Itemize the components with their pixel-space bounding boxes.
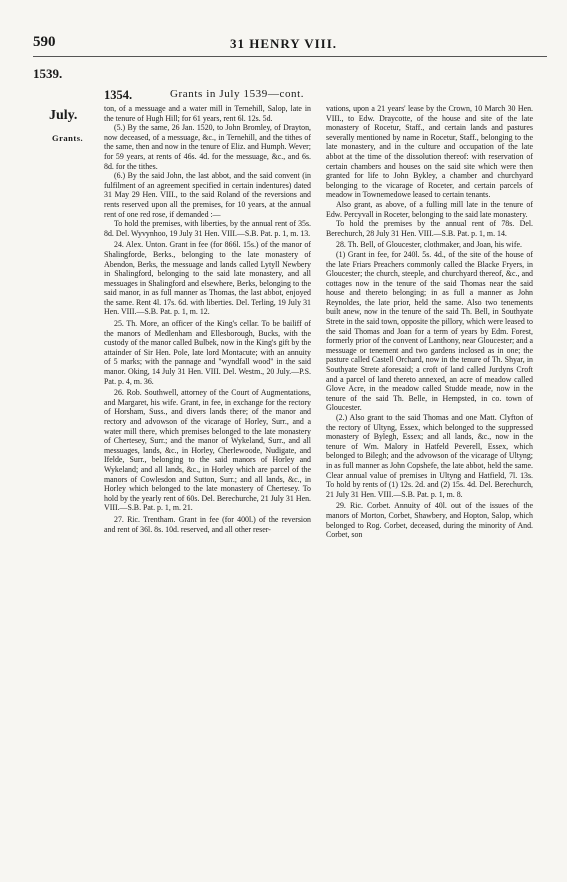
- paragraph: 27. Ric. Trentham. Grant in fee (for 400l.) of the reversion and rent of 36l. 8s. 10d. reserved, and all other reser-: [104, 514, 311, 534]
- paragraph: 25. Th. More, an officer of the King's cellar. To be bailiff of the manors of Medlenham and Ellesborough, Bucks, with the custody of the manor called Bulbek, now in the King's gift by the attainder of Sir Hen. Pole, late lord Montacute; with an annuity of 5 marks; with the pannage and "wyndfall wood" in the said manor. Oking, 14 July 31 Hen. VIII. Del. Westm., 20 July.—P.S. Pat. p. 4, m. 36.: [104, 319, 311, 386]
- paragraph: vations, upon a 21 years' lease by the Crown, 10 March 30 Hen. VIII., to Edw. Draycotte, of the house and site of the late monastery of Rocetur, Staff., and certain lands and pastures severally mentioned by name in Rocetur, Staff., belonging to the late monastery, and in the culture and occupation of the late abbot at the time of the dissolution thereof: with reservation of certain chambers and houses on the said site which were then granted for life to John Bykley, a chamber and churchyard belonging to the vicarage of Roceter, and certain parcels of meadow in Townemedowe leased to certain tenants.: [326, 104, 533, 200]
- paragraph: 29. Ric. Corbet. Annuity of 40l. out of the issues of the manors of Morton, Corbet, Shawbery, and Hopton, Salop, which belonged to Rog. Corbet, deceased, during the minority of And. Corbet, son: [326, 501, 533, 540]
- running-title: 31 HENRY VIII.: [229, 36, 338, 51]
- right-column: [326, 104, 533, 856]
- paragraph: (6.) By the said John, the last abbot, and the said convent (in fulfilment of an agreement specified in certain indentures) dated 31 May 29 Hen. VIII., to the said Roland of the reversions and rents reserved upon all the premises, for 10 years, at the annual rent of one red rose, if demanded :—: [104, 171, 311, 219]
- margin-month: July.: [49, 108, 78, 123]
- paragraph: (1) Grant in fee, for 240l. 5s. 4d., of the site of the house of the late Friars Preachers commonly called the Blacke Fryers, in Gloucester; the church, steeple, and churchyard thereof, &c., and cottages now in the tenure of the said Thomas near the said house and thereto belonging; in as full a manner as John Reynoldes, the late prior, held the same. Also two tenements built anew, now in the tenure of the said Th. Bell, in Southyate Strete in the said town, opposite the pillory, which were leased to the said Thomas and Joan for a term of years by Edm. Forest, formerly prior of the convent of Lanthony, near Gloucester; and a messuage or tenement and two gardens inclosed as in one; the pasture called Castell Orchard, now in the tenure of Th. Shyar, in Southyate Strete aforesaid; a croft of land called Jurdyns Croft and a parcel of land thereto annexed, an acre of meadow called Glove Acre, in the meadow called Studde meade, now in the tenure of the said Th. Belle, in Hempsted, in co. town of Gloucester.: [326, 249, 533, 413]
- paragraph: Also grant, as above, of a fulling mill late in the tenure of Edw. Percyvall in Roceter, belonging to the said late monastery.: [326, 199, 533, 219]
- entry-number: 1354.: [104, 88, 133, 102]
- header-rule: [33, 56, 547, 57]
- entry-heading: Grants in July 1539—cont.: [170, 88, 305, 100]
- paragraph: 28. Th. Bell, of Gloucester, clothmaker, and Joan, his wife.: [336, 240, 522, 250]
- paragraph: 26. Rob. Southwell, attorney of the Court of Augmentations, and Margaret, his wife. Grant, in fee, in exchange for the rectory of Horsham, Suss., and divers lands there; of the manor and rectory and advowson of the vicarage of Horley, Surr., and a water mill there, which premises belonged to the late monastery of Chertesey, Surr.; and the manor of Wykeland, Surr., and all messuages, lands, &c., in Horley, Cherlewoode, Nudigate, and Ifelde, Surr., belonging to the said manors of Horley and Wykeland; and all lands, &c., in Horley which are parcel of the manors of Cowlesdon and Sutton, Surr.; and all lands, &c., in Horley which belonged to the late monastery of Chertesey. To hold by the yearly rent of 60s. Del. Berechurche, 21 July 31 Hen. VIII.—S.B. Pat. p. 1, m. 21.: [104, 388, 311, 513]
- paragraph: To hold the premises by the annual rent of 78s. Del. Berechurch, 28 July 31 Hen. VIII.—S.B. Pat. p. 1, m. 14.: [326, 219, 533, 238]
- page-number: 590: [33, 34, 56, 50]
- paragraph: ton, of a messuage and a water mill in Ternehill, Salop, late in the tenure of Hugh Hill; for 61 years, rent 6l. 12s. 5d.: [104, 104, 311, 123]
- paragraph: 24. Alex. Unton. Grant in fee (for 866l. 15s.) of the manor of Shalingforde, Berks., belonging to the late monastery of Abendon, Berks, the messuage and lands called Lytyll Newbery in Shalingford, belonging to the said late monastery, and all messuages in Shalingford and elsewhere, Berks, belonging to the said manor, in as full manner as Thomas, the last abbot, enjoyed the same. Rent 4l. 17s. 6d. with liberties. Del. Terling, 19 July 31 Hen. VIII.—S.B. Pat. p. 1, m. 12.: [104, 240, 311, 317]
- left-column: [104, 104, 311, 856]
- year-label: 1539.: [33, 66, 63, 81]
- paragraph: (2.) Also grant to the said Thomas and one Matt. Clyfton of the rectory of Ultyng, Essex, which belonged to the suppressed monastery of Bylegh, Essex; and all lands, &c., now in the tenure of Wm. Malory in Hatfeld Peverell, Essex, which belonged to Bilegh; and the advowson of the vicarage of Ultyng; in as full manner as John Copshefe, the late abbot, held the same. Clear annual value of premises in Ultyng and Hatfield, 7l. 13s. To hold by rents of (1) 12s. 2d. and (2) 15s. 4d. Del. Berechurch, 21 July 31 Hen. VIII.—S.B. Pat. p. 1, m. 8.: [326, 413, 533, 499]
- margin-label: Grants.: [52, 133, 84, 143]
- paragraph: To hold the premises, with liberties, by the annual rent of 35s. 8d. Del. Wyvynhoo, 19 July 31 Hen. VIII.—S.B. Pat. p. 1, m. 13.: [104, 219, 311, 238]
- paragraph: (5.) By the same, 26 Jan. 1520, to John Bromley, of Drayton, now deceased, of a messuage, &c., in Ternehill, and the tithes of the same, then and now in the tenure of Eliz. and Humph. Wever; for 59 years, at rents of 46s. 4d. for the messuage, &c., and 6s. 8d. for the tithes.: [104, 123, 311, 171]
